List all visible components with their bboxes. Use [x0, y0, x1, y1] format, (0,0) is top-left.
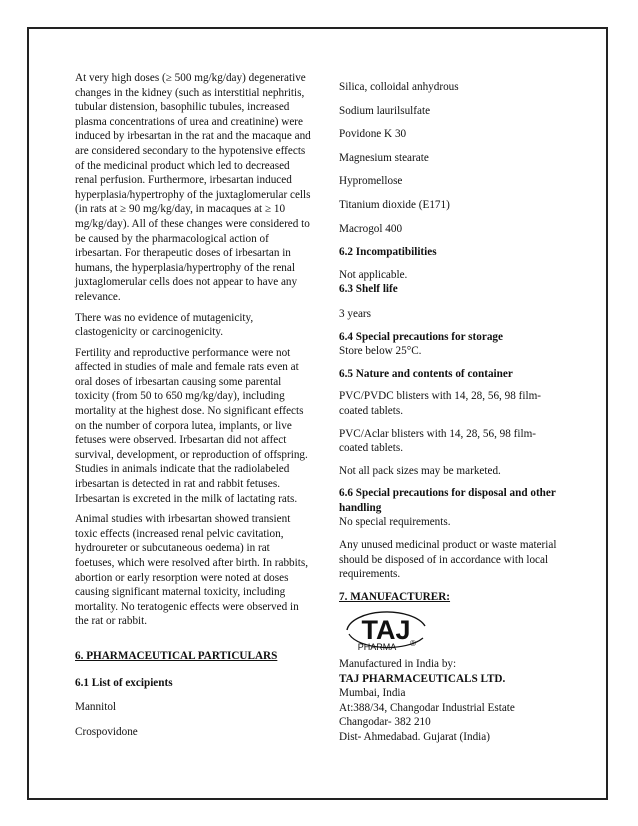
manufacturer-name: TAJ PHARMACEUTICALS LTD.	[339, 672, 506, 685]
heading-shelf-life: 6.3 Shelf life	[339, 283, 398, 296]
manufacturer-line: At:388/34, Changodar Industrial Estate	[339, 701, 515, 714]
disposal-text: No special requirements.	[339, 516, 451, 529]
heading-incompatibilities: 6.2 Incompatibilities	[339, 246, 437, 259]
disposal-text: Any unused medicinal product or waste material should be disposed of in accordance with local requirements.	[339, 539, 557, 581]
heading-list-of-excipients: 6.1 List of excipients	[75, 676, 173, 689]
manufacturer-line: Dist- Ahmedabad. Gujarat (India)	[339, 731, 490, 743]
excipient-item: Magnesium stearate	[339, 151, 429, 164]
incompatibilities-text: Not applicable.	[339, 268, 408, 281]
excipient-item: Silica, colloidal anhydrous	[339, 81, 459, 93]
manufacturer-line: Changodar- 382 210	[339, 716, 431, 729]
excipient-item: Povidone K 30	[339, 128, 407, 141]
excipient-item: Macrogol 400	[339, 222, 403, 235]
left-column	[75, 71, 311, 745]
right-column	[339, 80, 561, 745]
excipient-item: Mannitol	[75, 701, 117, 714]
manufacturer-line: Manufactured in India by:	[339, 658, 457, 671]
paragraph-teratogenicity: Animal studies with irbesartan showed transient toxic effects (increased renal pelvic cavitation, hydroureter or subcutaneous oedema) in rat foetuses, which were resolved after birth. In rabbits, abortion or early resorption were noted at doses causing significant maternal toxicity, including mortality. No teratogenic effects were observed in the rat or rabbit.	[75, 513, 308, 628]
shelf-life-text: 3 years	[339, 307, 371, 320]
excipient-item: Titanium dioxide (E171)	[339, 198, 450, 211]
excipient-item: Crospovidone	[75, 725, 138, 738]
heading-manufacturer: 7. MANUFACTURER:	[339, 590, 451, 603]
heading-storage-precautions: 6.4 Special precautions for storage	[339, 330, 503, 343]
logo-subtext: PHARMA	[357, 642, 397, 653]
manufacturer-line: Mumbai, India	[339, 687, 406, 700]
pack-size-note: Not all pack sizes may be marketed.	[339, 464, 501, 477]
container-text: PVC/PVDC blisters with 14, 28, 56, 98 film-coated tablets.	[339, 390, 542, 417]
logo-registered: ®	[410, 639, 416, 649]
logo-wordmark: TAJ	[361, 615, 411, 646]
heading-disposal: 6.6 Special precautions for disposal and other handling	[339, 487, 556, 514]
heading-container: 6.5 Nature and contents of container	[339, 367, 513, 380]
paragraph-fertility: Fertility and reproductive performance were not affected in studies of male and female rats even at oral doses of irbesartan causing some parental toxicity (from 50 to 650 mg/kg/day), including mortality at the highest dose. No significant effects on the number of corpora lutea, implants, or live fetuses were observed. Irbesartan did not affect survival, development, or reproduction of offspring. Studies in animals indicate that the radiolabeled irbesartan is detected in rat and rabbit fetuses. Irbesartan is excreted in the milk of lactating rats.	[75, 346, 308, 505]
paragraph-renal-effects: At very high doses (≥ 500 mg/kg/day) degenerative changes in the kidney (such as interstitial nephritis, tubular distension, basophilic tubules, increased plasma concentrations of urea and creatinine) were induced by irbesartan in the rat and the macaque and are considered secondary to the hypotensive effects of the medicinal product which led to decreased renal perfusion. Furthermore, irbesartan induced hyperplasia/hypertrophy of the juxtaglomerular cells (in rats at ≥ 90 mg/kg/day, in macaques at ≥ 10 mg/kg/day). All of these changes were considered to be caused by the pharmacological action of irbesartan. For therapeutic doses of irbesartan in humans, the hyperplasia/hypertrophy of the renal juxtaglomerular cells does not appear to have any relevance.	[75, 72, 311, 303]
heading-pharmaceutical-particulars: 6. PHARMACEUTICAL PARTICULARS	[75, 649, 278, 662]
container-text: PVC/Aclar blisters with 14, 28, 56, 98 film-coated tablets.	[339, 427, 537, 455]
storage-text: Store below 25°C.	[339, 345, 422, 358]
excipient-item: Sodium laurilsulfate	[339, 104, 431, 117]
paragraph-mutagenicity: There was no evidence of mutagenicity, clastogenicity or carcinogenicity.	[75, 311, 254, 339]
excipient-item: Hypromellose	[339, 175, 403, 188]
taj-pharma-logo	[341, 608, 431, 652]
